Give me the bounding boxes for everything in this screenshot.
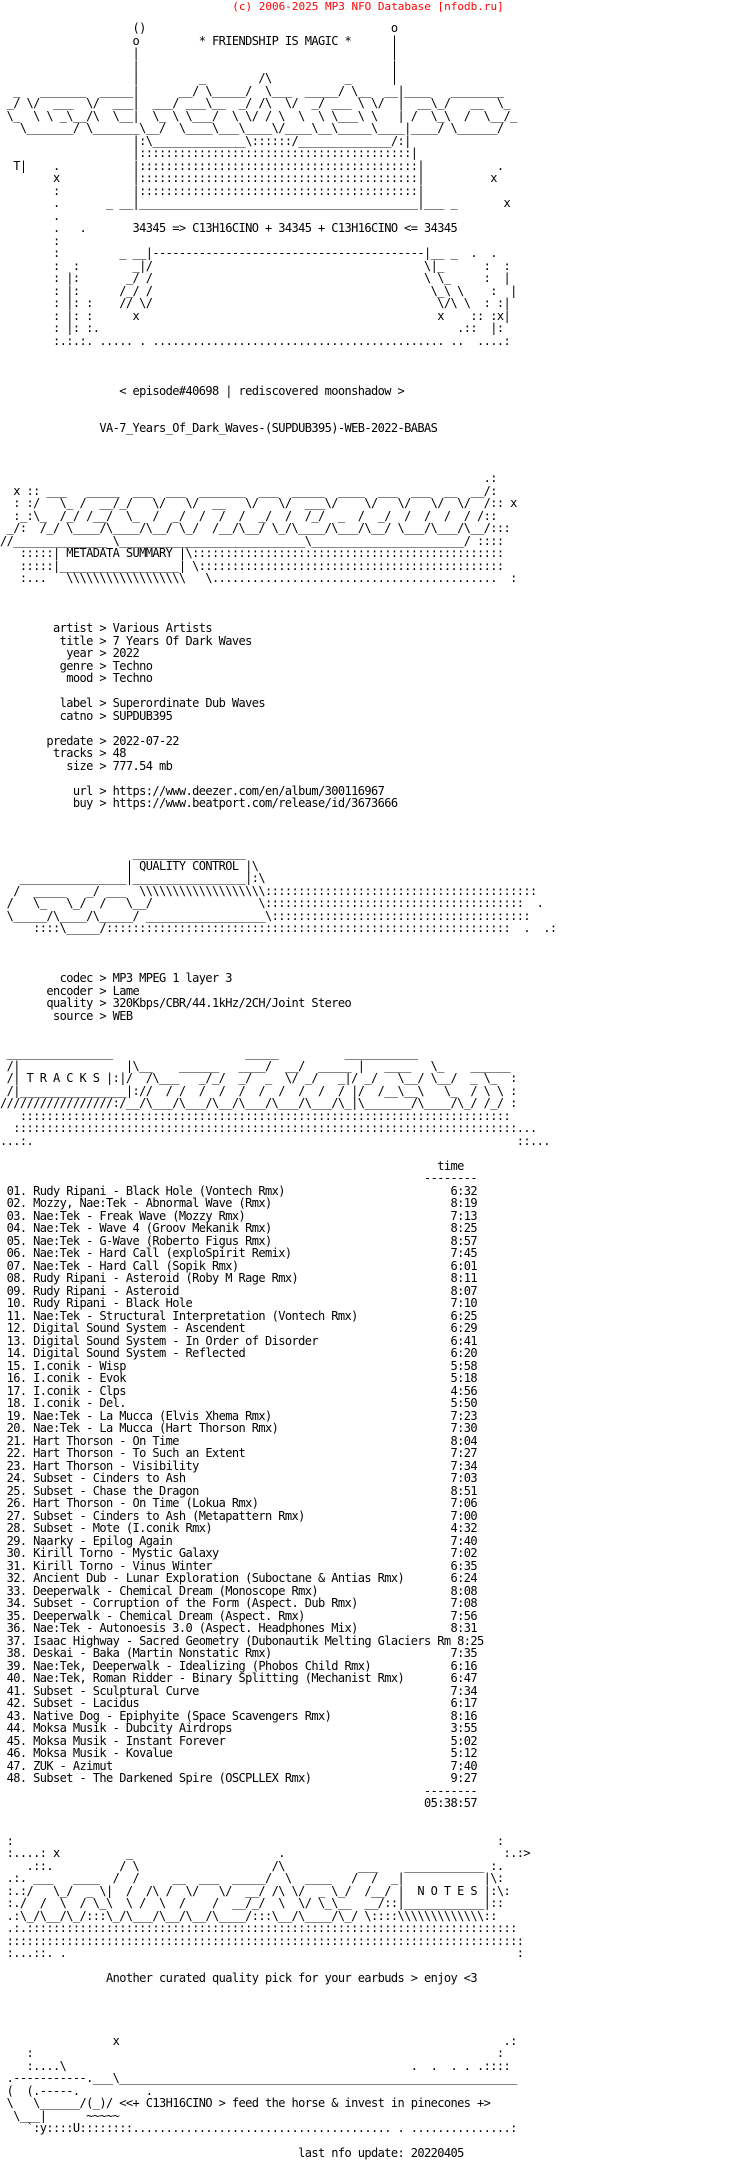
track-number: 01. — [6, 1183, 27, 1198]
top-art-line: : _ __|-----------------------------------------|__ _ . . — [0, 246, 497, 260]
track-title: Subset - Cinders to Ash — [33, 1471, 186, 1485]
track-number: 10. — [6, 1296, 27, 1310]
track-title: Nae:Tek - G-Wave (Roberto Figus Rmx) — [33, 1233, 272, 1248]
track-time: 6:47 — [450, 1671, 477, 1685]
track-title: Subset - Mote (I.conik Rmx) — [33, 1521, 212, 1535]
track-number: 14. — [6, 1346, 27, 1360]
top-art-line: : : _|/ \|_ : : — [0, 258, 511, 273]
track-number: 48. — [6, 1771, 27, 1785]
notes-art-line: .:.:::::::::::::::::::::::::::::::::::::::::::::::::::::::::::::::::::::::::: — [0, 1921, 517, 1935]
metadata-row-label: size — [66, 758, 93, 773]
tracks-art-line: /|________________|:// / / / / / / / / / / |/ /__\__\ \_ / \ \ : — [0, 1083, 517, 1098]
track-title: Nae:Tek - Freak Wave (Mozzy Rmx) — [33, 1208, 246, 1223]
track-number: 18. — [6, 1396, 27, 1410]
metadata-row-value: Techno — [112, 658, 153, 673]
track-title: I.conik - Clps — [33, 1383, 126, 1398]
metadata-row-value[interactable]: https://www.beatport.com/release/id/3673666 — [112, 796, 398, 810]
metadata-row: mood > Techno — [66, 671, 153, 685]
track-number: 15. — [6, 1358, 27, 1373]
notes-section-art — [0, 1835, 556, 1960]
track-number: 02. — [6, 1196, 27, 1210]
track-title: Digital Sound System - Ascendent — [33, 1321, 246, 1335]
track-number: 23. — [6, 1458, 27, 1473]
track-time: 6:35 — [450, 1558, 477, 1573]
footer-art-line: \___| ~~~~~ — [0, 2108, 484, 2123]
metadata-row: year > 2022 — [66, 646, 140, 660]
top-art-line: : |: _/ / \ \_ : | — [0, 271, 511, 285]
track-title: Rudy Ripani - Black Hole — [33, 1296, 193, 1310]
footer-art-line: \ \______/(_)/ <<+ C13H16CINO > feed the horse & invest in pinecones +> — [0, 2096, 491, 2110]
quality-control-section-art — [0, 847, 556, 935]
track-title: Naarky - Epilog Again — [33, 1533, 173, 1548]
notes-art-line: :....: x _ . :.:> — [0, 1846, 530, 1860]
track-time: 8:57 — [450, 1233, 477, 1248]
metadata-row: buy > https://www.beatport.com/release/id/3673666 — [72, 796, 398, 810]
track-number: 37. — [6, 1633, 27, 1648]
top-art-line: : |: :. .:: |: — [0, 321, 504, 335]
track-title: Rudy Ripani - Asteroid — [33, 1283, 179, 1298]
qc-art-line: \_____/\____/\_____/ __________________\::::::::::::::::::::::::::::::::::::::: — [0, 908, 530, 923]
track-number: 04. — [6, 1221, 27, 1235]
track-title: Digital Sound System - Reflected — [33, 1346, 246, 1360]
metadata-row-label: url — [72, 783, 93, 798]
track-number: 30. — [6, 1546, 27, 1560]
track-time: 5:58 — [450, 1358, 477, 1373]
track-time: 7:02 — [450, 1546, 477, 1560]
track-title: Moksa Musik - Instant Forever — [33, 1733, 226, 1748]
track-number: 19. — [6, 1408, 27, 1423]
metadata-art-line: .: — [0, 471, 497, 485]
track-time: 6:01 — [450, 1258, 477, 1273]
track-number: 05. — [6, 1233, 27, 1248]
tracks-total-time — [0, 1797, 556, 1810]
tracks-section-art — [0, 1047, 556, 1147]
track-title: Deeperwalk - Chemical Dream (Aspect. Rmx) — [33, 1608, 305, 1623]
track-title: Hart Thorson - On Time — [33, 1433, 179, 1448]
track-title: Mozzy, Nae:Tek - Abnormal Wave (Rmx) — [33, 1196, 272, 1210]
track-title: Ancient Dub - Lunar Exploration (Suboctane & Antias Rmx) — [33, 1571, 405, 1585]
top-art-line: . _ __|__________________________________________|___ _ x — [0, 196, 511, 210]
track-time: 6:32 — [450, 1183, 477, 1198]
tracks-art-line: :::::::::::::::::::::::::::::::::::::::::::::::::::::::::::::::::::::::::: — [0, 1108, 511, 1123]
track-title: Moksa Musik - Kovalue — [33, 1746, 173, 1760]
track-time: 7:06 — [450, 1496, 477, 1510]
track-number: 40. — [6, 1671, 27, 1685]
track-number: 46. — [6, 1746, 27, 1760]
metadata-art-line: :_:\_ /_/ /__/ \_ / _/ / / / _/ / /_/ _ / _/ / / / / /:: — [0, 508, 497, 523]
track-time: 6:29 — [450, 1321, 477, 1335]
top-art-line: _ _______ _____| __/ \_____/ \___ _____/ \__ __|____ ________ — [0, 83, 504, 98]
track-number: 11. — [6, 1308, 27, 1323]
site-banner — [0, 0, 736, 13]
track-time: 8:16 — [450, 1708, 477, 1723]
metadata-section-art — [0, 472, 556, 585]
track-title: Subset - Sculptural Curve — [33, 1683, 199, 1698]
track-number: 33. — [6, 1583, 27, 1598]
top-art-line: \_ \ \ _\__/\ \__| \_ \ \___/ \ \/ / \ \ \ \___\ \ | / \_\ / \__/_ — [0, 108, 517, 123]
track-time: 6:24 — [450, 1571, 477, 1585]
notes-art-line: .:. ___ ____ / / __ ___ _____/ \ ____ / / _| |\: — [0, 1871, 504, 1885]
track-title: Rudy Ripani - Asteroid (Roby M Rage Rmx) — [33, 1271, 299, 1285]
track-time: 8:11 — [450, 1271, 477, 1285]
notes-art-line: :...::. . : — [0, 1946, 524, 1960]
track-time: 3:55 — [450, 1721, 477, 1735]
metadata-row-label: artist — [53, 621, 93, 635]
metadata-row-label: buy — [72, 796, 93, 810]
track-title: Isaac Highway - Sacred Geometry (Dubonautik Melting Glaciers Rm — [33, 1633, 451, 1648]
quality-row: source > WEB — [53, 1008, 133, 1023]
track-title: I.conik - Wisp — [33, 1358, 126, 1373]
track-number: 21. — [6, 1433, 27, 1448]
total-time: 05:38:57 — [423, 1796, 477, 1810]
qc-art-line: | QUALITY CONTROL |\ — [0, 858, 259, 873]
track-title: Deskai - Baka (Martin Nonstatic Rmx) — [33, 1646, 272, 1660]
last-update: last nfo update: 20220405 — [298, 2146, 464, 2160]
track-title: Deeperwalk - Chemical Dream (Monoscope Rmx) — [33, 1583, 318, 1598]
metadata-list — [0, 622, 556, 810]
track-time: 7:56 — [450, 1608, 477, 1623]
track-number: 31. — [6, 1558, 27, 1573]
tracks-art-line: ...:. ::... — [0, 1133, 550, 1148]
metadata-row-label: year — [66, 646, 93, 660]
qc-art-line: _________________ — [0, 846, 246, 860]
track-time: 7:10 — [450, 1296, 477, 1310]
top-art-line: |:::::::::::::::::::::::::::::::::::::::::| — [0, 146, 418, 160]
tracks-total-rule: -------- — [423, 1783, 477, 1798]
track-time: 8:31 — [450, 1621, 477, 1635]
top-art-line: : |::::::::::::::::::::::::::::::::::::::::::| — [0, 183, 424, 198]
track-time: 8:04 — [450, 1433, 477, 1448]
track-number: 12. — [6, 1321, 27, 1335]
track-title: I.conik - Del. — [33, 1396, 126, 1410]
track-time: 9:27 — [450, 1771, 477, 1785]
track-number: 25. — [6, 1483, 27, 1498]
metadata-row-label: genre — [59, 658, 93, 673]
track-time: 6:41 — [450, 1333, 477, 1348]
track-title: Nae:Tek - La Mucca (Hart Thorson Rmx) — [33, 1421, 279, 1435]
top-art-line: _/ \/ ___ \/ ___| ___/ ___\__ _/ /\ \/ _/ ___ \ \/ | __\_/ __ \_ — [0, 96, 511, 110]
footer-art-line: .-----------.___\____________________________________________________________ — [0, 2071, 517, 2085]
tracks-header-rule: -------- — [423, 1171, 477, 1185]
quality-row: quality > 320Kbps/CBR/44.1kHz/2CH/Joint Stereo — [46, 996, 352, 1010]
track-number: 41. — [6, 1683, 27, 1698]
top-art-line: : |: : // \/ \/\ \ : :| — [0, 296, 511, 310]
footer-art-line: `:y::::U::::::::....................................... . ...............: — [0, 2121, 517, 2135]
track-number: 20. — [6, 1421, 27, 1435]
track-time: 7:03 — [450, 1471, 477, 1485]
track-number: 38. — [6, 1646, 27, 1660]
metadata-row-label: predate — [46, 733, 93, 748]
track-number: 43. — [6, 1708, 27, 1723]
metadata-row: tracks > 48 — [53, 746, 126, 760]
quality-row-label: codec — [59, 971, 93, 985]
time-column-header: time — [437, 1158, 464, 1173]
track-title: Subset - Corruption of the Form (Aspect. Dub Rmx) — [33, 1596, 358, 1610]
notes-art-line: :::::::::::::::::::::::::::::::::::::::::::::::::::::::::::::::::::::::::::::: — [0, 1933, 524, 1948]
track-time: 4:56 — [450, 1383, 477, 1398]
metadata-row-value: 7 Years Of Dark Waves — [112, 633, 252, 648]
track-list — [0, 1185, 556, 1785]
metadata-row-label: mood — [66, 671, 93, 685]
track-title: Nae:Tek, Roman Ridder - Binary Splitting (Mechanist Rmx) — [33, 1671, 405, 1685]
top-art-line: | | — [0, 46, 398, 60]
track-time: 8:08 — [450, 1583, 477, 1598]
track-time: 4:32 — [450, 1521, 477, 1535]
track-time: 5:50 — [450, 1396, 477, 1410]
metadata-art-line: : :/ \_ / __/_/ \/ \/ __ \/ \/ ___\/ \/ \/ \/ \/ /:: x — [0, 496, 517, 510]
track-title: Kirill Torno - Vinus Winter — [33, 1558, 212, 1573]
notes-art-line: .:\_/\__/\_/:::\_/\___/\__/\__/\____/:::\__/\____/\_/ \::::\\\\\\\\\\\\\:: — [0, 1908, 497, 1923]
footer-ascii-art — [0, 2035, 556, 2135]
track-number: 27. — [6, 1508, 27, 1523]
track-title: Hart Thorson - On Time (Lokua Rmx) — [33, 1496, 259, 1510]
track-number: 35. — [6, 1608, 27, 1623]
metadata-row-value: 2022-07-22 — [112, 733, 179, 748]
track-time: 8:51 — [450, 1483, 477, 1498]
footer-art-line: ( (.-----. . — [0, 2083, 477, 2098]
track-time: 7:45 — [450, 1246, 477, 1260]
track-number: 17. — [6, 1383, 27, 1398]
metadata-row: catno > SUPDUB395 — [59, 708, 173, 723]
track-title: Hart Thorson - Visibility — [33, 1458, 199, 1473]
metadata-row-value: 2022 — [112, 646, 140, 660]
track-time: 5:18 — [450, 1371, 477, 1385]
track-title: Kirill Torno - Mystic Galaxy — [33, 1546, 219, 1560]
notes-text-line: Another curated quality pick for your earbuds > enjoy <3 — [106, 1971, 477, 1985]
quality-row: encoder > Lame — [46, 983, 140, 998]
track-title: Hart Thorson - To Such an Extent — [33, 1446, 246, 1460]
metadata-row: predate > 2022-07-22 — [46, 733, 179, 748]
qc-art-line: / \_ \_/ / \__/ \::::::::::::::::::::::::::::::::::::::: . — [0, 896, 544, 910]
track-title: Nae:Tek - Structural Interpretation (Vontech Rmx) — [33, 1308, 358, 1323]
qc-art-line: ::::\_____/::::::::::::::::::::::::::::::::::::::::::::::::::::::::::::: . .: — [0, 921, 557, 935]
track-title: Native Dog - Epiphyite (Space Scavengers Rmx) — [33, 1708, 332, 1723]
top-art-line: . — [0, 208, 60, 223]
track-number: 47. — [6, 1758, 27, 1773]
track-time: 6:20 — [450, 1346, 477, 1360]
track-title: Subset - Lacidus — [33, 1696, 140, 1710]
track-number: 22. — [6, 1446, 27, 1460]
track-number: 08. — [6, 1271, 27, 1285]
track-title: Nae:Tek, Deeperwalk - Idealizing (Phobos Child Rmx) — [33, 1658, 371, 1673]
tracks-art-line: /////////////////:/__/\___/\___/\__/\___/\___/\___/\_|\_______/\____/\_/ /_/ : — [0, 1096, 517, 1110]
track-number: 06. — [6, 1246, 27, 1260]
top-art-line: () o — [0, 21, 398, 35]
top-art-line: o * FRIENDSHIP IS MAGIC * | — [0, 33, 398, 48]
notes-art-line: :.:/ \_/ _ \| / /\ / \/ \/ __/ /\ \/ _ \_/ /__/ | N O T E S |:\: — [0, 1883, 511, 1898]
track-title: Nae:Tek - Wave 4 (Groov Mekanik Rmx) — [33, 1221, 272, 1235]
episode-line: < episode#40698 | rediscovered moonshadow > — [119, 383, 405, 398]
track-time: 5:02 — [450, 1733, 477, 1748]
track-title: Nae:Tek - Hard Call (exploSpirit Remix) — [33, 1246, 292, 1260]
track-time: 6:16 — [450, 1658, 477, 1673]
quality-row-value: 320Kbps/CBR/44.1kHz/2CH/Joint Stereo — [112, 996, 352, 1010]
top-art-line: : |: /_/ / \_\ \ : | — [0, 283, 517, 298]
metadata-art-line: :... \\\\\\\\\\\\\\\\\\ \........................................... : — [0, 571, 517, 585]
track-time: 7:40 — [450, 1758, 477, 1773]
top-art-line: \_______/ \_______\__/ \____\___\____\/____\__\_____\____|____/ \______/ — [0, 121, 504, 135]
footer-art-line: x .: — [0, 2033, 517, 2048]
track-time: 7:08 — [450, 1596, 477, 1610]
metadata-art-line: _/: /_/ \____/\____/\__/ \_/ /__/\__/ \_/\____/\___/\__/ \___/\___/\__/::: — [0, 521, 511, 535]
metadata-row: label > Superordinate Dub Waves — [59, 696, 265, 710]
top-art-line: | | — [0, 58, 398, 73]
track-number: 24. — [6, 1471, 27, 1485]
track-title: Subset - Chase the Dragon — [33, 1483, 199, 1498]
quality-row-label: encoder — [46, 983, 93, 998]
quality-row-value: WEB — [112, 1008, 133, 1023]
metadata-row: artist > Various Artists — [53, 621, 212, 635]
qc-art-line: ________________|_________________|:\ — [0, 871, 265, 885]
metadata-row-value: 48 — [112, 746, 126, 760]
metadata-row: size > 777.54 mb — [66, 758, 173, 773]
track-time: 7:40 — [450, 1533, 477, 1548]
track-title: I.conik - Evok — [33, 1371, 126, 1385]
track-number: 42. — [6, 1696, 27, 1710]
metadata-row-label: catno — [59, 708, 93, 723]
track-number: 34. — [6, 1596, 27, 1610]
track-number: 44. — [6, 1721, 27, 1735]
top-art-line: | _ /\ _ | — [0, 71, 398, 85]
track-title: Subset - The Darkened Spire (OSCPLLEX Rmx) — [33, 1771, 312, 1785]
metadata-row: url > https://www.deezer.com/en/album/300116967 — [72, 783, 385, 798]
top-art-line: x |::::::::::::::::::::::::::::::::::::::::::| x — [0, 171, 497, 185]
top-art-line: T| . |::::::::::::::::::::::::::::::::::::::::::| . — [0, 158, 504, 173]
track-title: Subset - Cinders to Ash (Metapattern Rmx) — [33, 1508, 305, 1523]
last-update-line — [0, 2147, 556, 2160]
track-number: 28. — [6, 1521, 27, 1535]
top-art-line: : |: : x x :: :x| — [0, 308, 511, 323]
track-time: 7:34 — [450, 1683, 477, 1698]
quality-row-label: source — [53, 1008, 93, 1023]
metadata-row-label: label — [59, 696, 93, 710]
nfo-document — [0, 22, 556, 2160]
top-art-line: |:\______________\::::::/______________/:| — [0, 133, 411, 148]
quality-row-value: Lame — [112, 983, 140, 998]
track-number: 45. — [6, 1733, 27, 1748]
footer-art-line: : : — [0, 2046, 504, 2060]
track-time: 7:00 — [450, 1508, 477, 1523]
notes-art-line: .::. / \ /\ ___ ____________ :. — [0, 1858, 504, 1873]
quality-row-label: quality — [46, 996, 93, 1010]
track-time: 5:12 — [450, 1746, 477, 1760]
track-number: 39. — [6, 1658, 27, 1673]
track-title: Moksa Musik - Dubcity Airdrops — [33, 1721, 232, 1735]
tracks-art-line: /| |\__ ______ ____/ __/ _____ | ____ \_ ______ — [0, 1058, 511, 1073]
track-time: 6:17 — [450, 1696, 477, 1710]
metadata-row-label: tracks — [53, 746, 93, 760]
metadata-row-value: 777.54 mb — [112, 758, 173, 773]
track-number: 09. — [6, 1283, 27, 1298]
notes-art-line: : : — [0, 1833, 504, 1848]
metadata-art-line: :::::| METADATA SUMMARY |\::::::::::::::::::::::::::::::::::::::::::::::: — [0, 546, 504, 560]
metadata-row: title > 7 Years Of Dark Waves — [59, 633, 252, 648]
track-title: Rudy Ripani - Black Hole (Vontech Rmx) — [33, 1183, 285, 1198]
banner-link[interactable]: (c) 2006-2025 MP3 NFO Database [nfodb.ru] — [232, 0, 504, 13]
qc-art-line: / _____ _/ ___ \\\\\\\\\\\\\\\\\\\::::::::::::::::::::::::::::::::::::::::: — [0, 883, 537, 898]
track-number: 36. — [6, 1621, 27, 1635]
quality-row-value: MP3 MPEG 1 layer 3 — [112, 971, 232, 985]
track-number: 03. — [6, 1208, 27, 1223]
metadata-row-value: SUPDUB395 — [112, 708, 173, 723]
metadata-art-line: x :: ___ _____ ___ ___ _______ ___ _____ ____ ___ ___ __ __/: — [0, 483, 497, 498]
track-time: 7:34 — [450, 1458, 477, 1473]
metadata-row-value: Various Artists — [112, 621, 212, 635]
track-time: 7:35 — [450, 1646, 477, 1660]
notes-art-line: :./ / \ / \_\ \ / \ / / __/_/ \ \/ \_\__ __/::|____________|:: — [0, 1896, 504, 1910]
track-title: Nae:Tek - Autonoesis 3.0 (Aspect. Headphones Mix) — [33, 1621, 358, 1635]
track-time: 8:25 — [457, 1633, 484, 1648]
metadata-row-label: title — [59, 633, 93, 648]
footer-art-line: :....\ . . . . .:::: — [0, 2058, 511, 2073]
metadata-row-value: Techno — [112, 671, 153, 685]
tracks-art-line: /| T R A C K S |:|/ /\___ _/_/ _/ _ \/ _/ _|/ _/ \__/ \__/ _ \_ : — [0, 1071, 517, 1085]
top-art-line: : — [0, 233, 60, 248]
tracks-art-line: ________________ _____ ___________ — [0, 1046, 418, 1060]
track-time: 6:25 — [450, 1308, 477, 1323]
track-number: 26. — [6, 1496, 27, 1510]
track-time: 8:07 — [450, 1283, 477, 1298]
track-time: 8:19 — [450, 1196, 477, 1210]
track-title: ZUK - Azimut — [33, 1758, 113, 1773]
top-art-line: . . 34345 => C13H16CINO + 34345 + C13H16CINO <= 34345 — [0, 221, 458, 235]
top-art-line: :.:.:. ..... . ............................................ .. ....: — [0, 333, 511, 348]
track-number: 32. — [6, 1571, 27, 1585]
metadata-row-value: Superordinate Dub Waves — [112, 696, 265, 710]
release-name-line: VA-7_Years_Of_Dark_Waves-(SUPDUB395)-WEB-2022-BABAS — [99, 421, 438, 435]
metadata-art-line: //______________ \____________________________\_______________________/ :::: — [0, 533, 504, 548]
top-ascii-art — [0, 22, 556, 347]
tracks-art-line: ::::::::::::::::::::::::::::::::::::::::::::::::::::::::::::::::::::::::::::... — [0, 1121, 537, 1135]
quality-row: codec > MP3 MPEG 1 layer 3 — [59, 971, 232, 985]
track-title: Digital Sound System - In Order of Disorder — [33, 1333, 318, 1348]
track-number: 16. — [6, 1371, 27, 1385]
track-number: 13. — [6, 1333, 27, 1348]
track-time: 8:25 — [450, 1221, 477, 1235]
track-number: 29. — [6, 1533, 27, 1548]
track-time: 7:13 — [450, 1208, 477, 1223]
track-title: Nae:Tek - La Mucca (Elvis Xhema Rmx) — [33, 1408, 272, 1423]
track-number: 07. — [6, 1258, 27, 1273]
track-time: 7:23 — [450, 1408, 477, 1423]
track-time: 7:27 — [450, 1446, 477, 1460]
quality-list — [0, 972, 556, 1022]
metadata-row: genre > Techno — [59, 658, 153, 673]
track-title: Nae:Tek - Hard Call (Sopik Rmx) — [33, 1258, 239, 1273]
track-time: 7:30 — [450, 1421, 477, 1435]
metadata-art-line: :::::|__________________| \:::::::::::::::::::::::::::::::::::::::::::::: — [0, 558, 504, 573]
metadata-row-value[interactable]: https://www.deezer.com/en/album/300116967 — [112, 783, 385, 798]
